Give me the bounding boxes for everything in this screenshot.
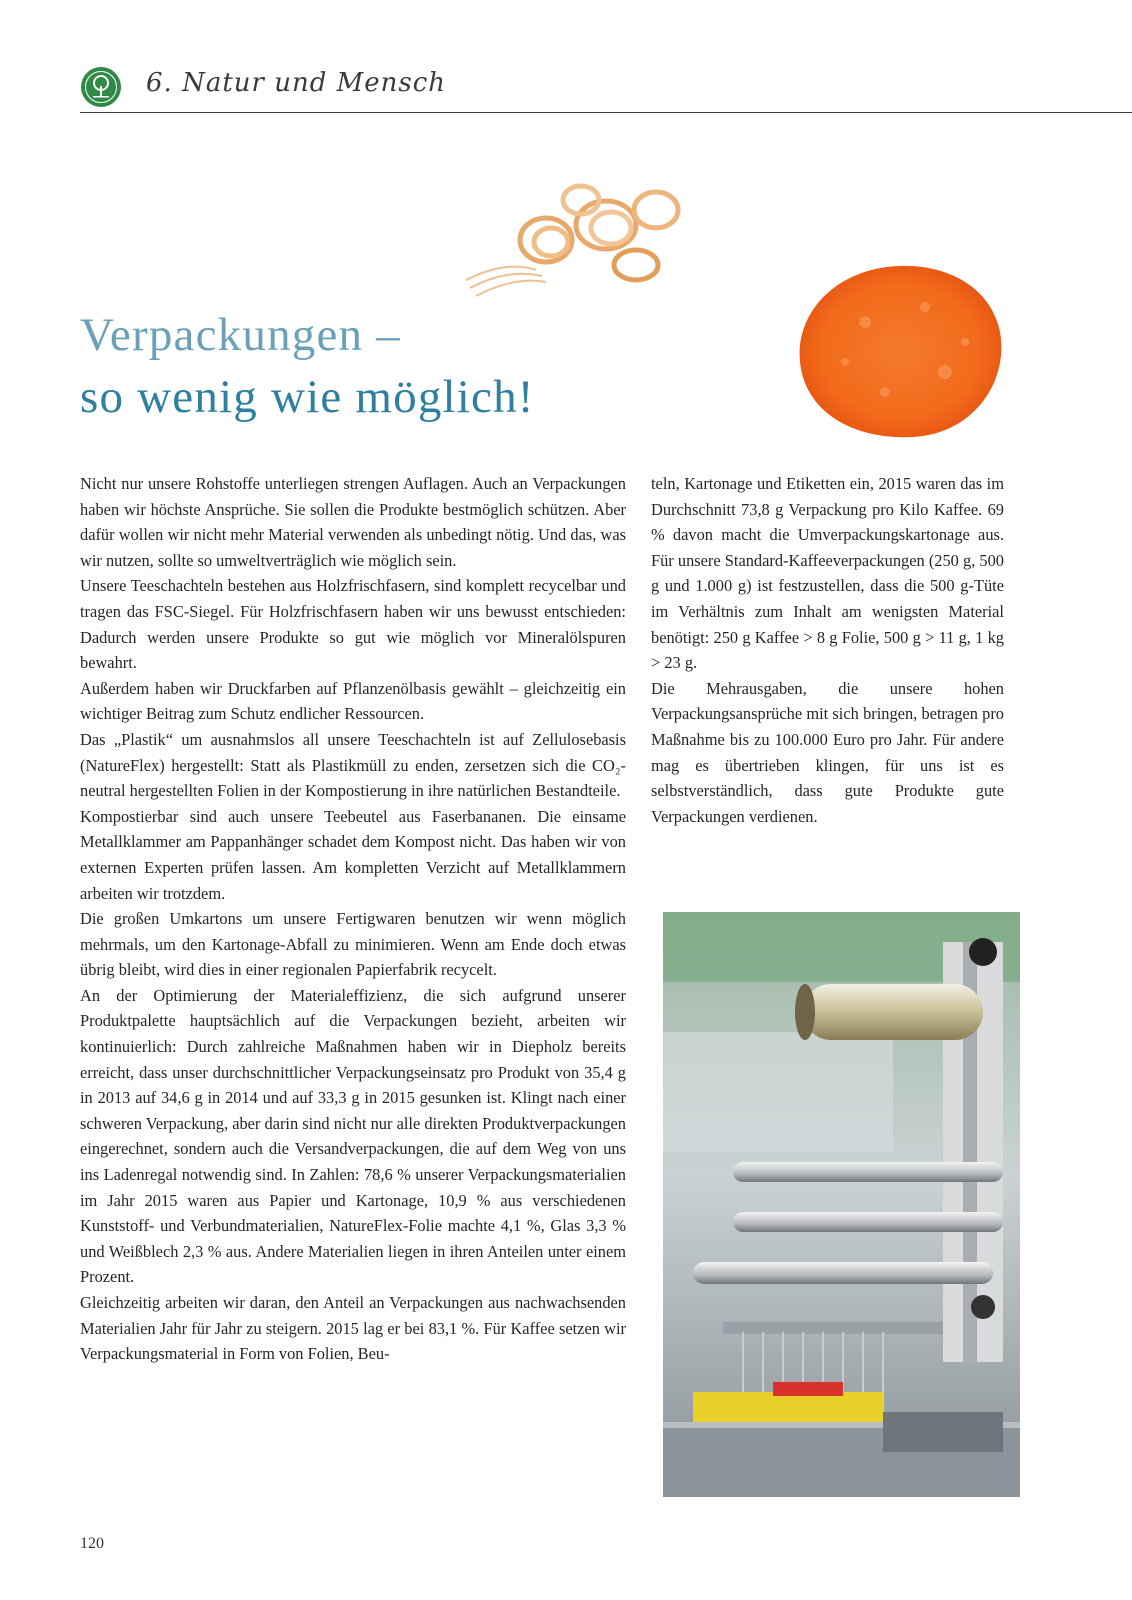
- section-title: 6. Natur und Mensch: [146, 68, 447, 98]
- wood-shavings-image: [456, 170, 711, 315]
- paragraph: Die Mehrausgaben, die unsere hohen Verpackungsansprüche mit sich bringen, betragen pro Maßnahme bis zu 100.000 Euro pro Jahr. Für andere mag es übertrieben klingen, für uns ist es selbstverständlich, dass gute Produkte gute Verpackungen verdienen.: [651, 678, 1004, 826]
- paragraph: Das „Plastik“ um ausnahmslos all unsere Teeschachteln ist auf Zellulosebasis (NatureFlex) hergestellt: Statt als Plastikmüll zu enden, zersetzen sich die CO₂-neutral hergestellten Folien in der Kompostierung in ihre natürlichen Bestandteile.: [80, 729, 626, 801]
- paragraph: Nicht nur unsere Rohstoffe unterliegen strengen Auflagen. Auch an Verpackungen haben wir höchste Ansprüche. Sie sollen die Produkte bestmöglich schützen. Aber dafür wollen wir nicht mehr Material verwenden als unbedingt nötig. Und das, was wir nutzen, sollte so umweltverträglich wie möglich sein.: [80, 474, 626, 570]
- paragraph: Außerdem haben wir Druckfarben auf Pflanzenölbasis gewählt – gleichzeitig ein wichtiger Beitrag zum Schutz endlicher Ressourcen.: [80, 678, 626, 724]
- paragraph: Unsere Teeschachteln bestehen aus Holzfrischfasern, sind komplett recycelbar und tragen das FSC-Siegel. Für Holzfrischfasern haben wir uns bewusst entschieden: Dadurch werden unsere Produkte so gut wie möglich vor Mineralölspuren bewahrt.: [80, 576, 626, 673]
- body-column-left: [80, 471, 626, 1367]
- tree-seal-icon: [80, 66, 122, 108]
- paragraph: An der Optimierung der Materialeffizienz, die sich aufgrund unserer Produktpalette hauptsächlich auf die Verpackungen bezieht, arbeiten wir kontinuierlich: Durch zahlreiche Maßnahmen haben wir in Diepholz bereits erreicht, dass unser durchschnittlicher Verpackungseinsatz pro Produkt von 35,4 g in 2013 auf 34,6 g in 2014 und auf 33,3 g in 2015 gesunken ist. Klingt nach einer schweren Verpackung, aber darin sind nicht nur alle direkten Produktverpackungen eingerechnet, sondern auch die Versandverpackungen, die auf dem Weg von uns ins Ladenregal notwendig sind. In Zahlen: 78,6 % unserer Verpackungsmaterialien im Jahr 2015 waren aus Papier und Kartonage, 10,9 % aus verschiedenen Kunststoff- und Verbundmaterialien, NatureFlex-Folie machte 4,1 %, Glas 3,3 % und Weißblech 2,3 % aus. Andere Materialien liegen in ihren Anteilen unter einem Prozent.: [80, 985, 626, 1287]
- orange-watercolor-circle: [795, 262, 1005, 440]
- title-line-2: so wenig wie möglich!: [80, 371, 535, 423]
- title-line-1: Verpackungen –: [80, 309, 401, 361]
- paragraph: Die großen Umkartons um unsere Fertigwaren benutzen wir wenn möglich mehrmals, um den Kartonage-Abfall zu minimieren. Wenn am Ende doch etwas übrig bleibt, wird dies in einer regionalen Papierfabrik recycelt.: [80, 909, 626, 980]
- packaging-machine-photo: [663, 912, 1020, 1497]
- body-column-right: [651, 471, 1004, 829]
- header-divider: [80, 112, 1132, 113]
- paragraph: teln, Kartonage und Etiketten ein, 2015 waren das im Durchschnitt 73,8 g Verpackung pro Kilo Kaffee. 69 % davon macht die Umverpackungskartonage aus. Für unsere Standard-Kaffeeverpackungen (250 g, 500 g und 1.000 g) ist festzustellen, dass die 500 g-Tüte im Verhältnis zum Inhalt am wenigsten Material benötigt: 250 g Kaffee > 8 g Folie, 500 g > 11 g, 1 kg > 23 g.: [651, 474, 1004, 673]
- page-title: [80, 304, 535, 428]
- paragraph: Gleichzeitig arbeiten wir daran, den Anteil an Verpackungen aus nachwachsenden Materialien Jahr für Jahr zu steigern. 2015 lag er bei 83,1 %. Für Kaffee setzen wir Verpackungsmaterial in Form von Folien, Beu-: [80, 1293, 626, 1364]
- paragraph: Kompostierbar sind auch unsere Teebeutel aus Faserbananen. Die einsame Metallklammer am Pappanhänger schadet dem Kompost nicht. Das haben wir von externen Experten prüfen lassen. Am kompletten Verzicht auf Metallklammern arbeiten wir trotzdem.: [80, 806, 626, 903]
- page-number: 120: [80, 1535, 104, 1552]
